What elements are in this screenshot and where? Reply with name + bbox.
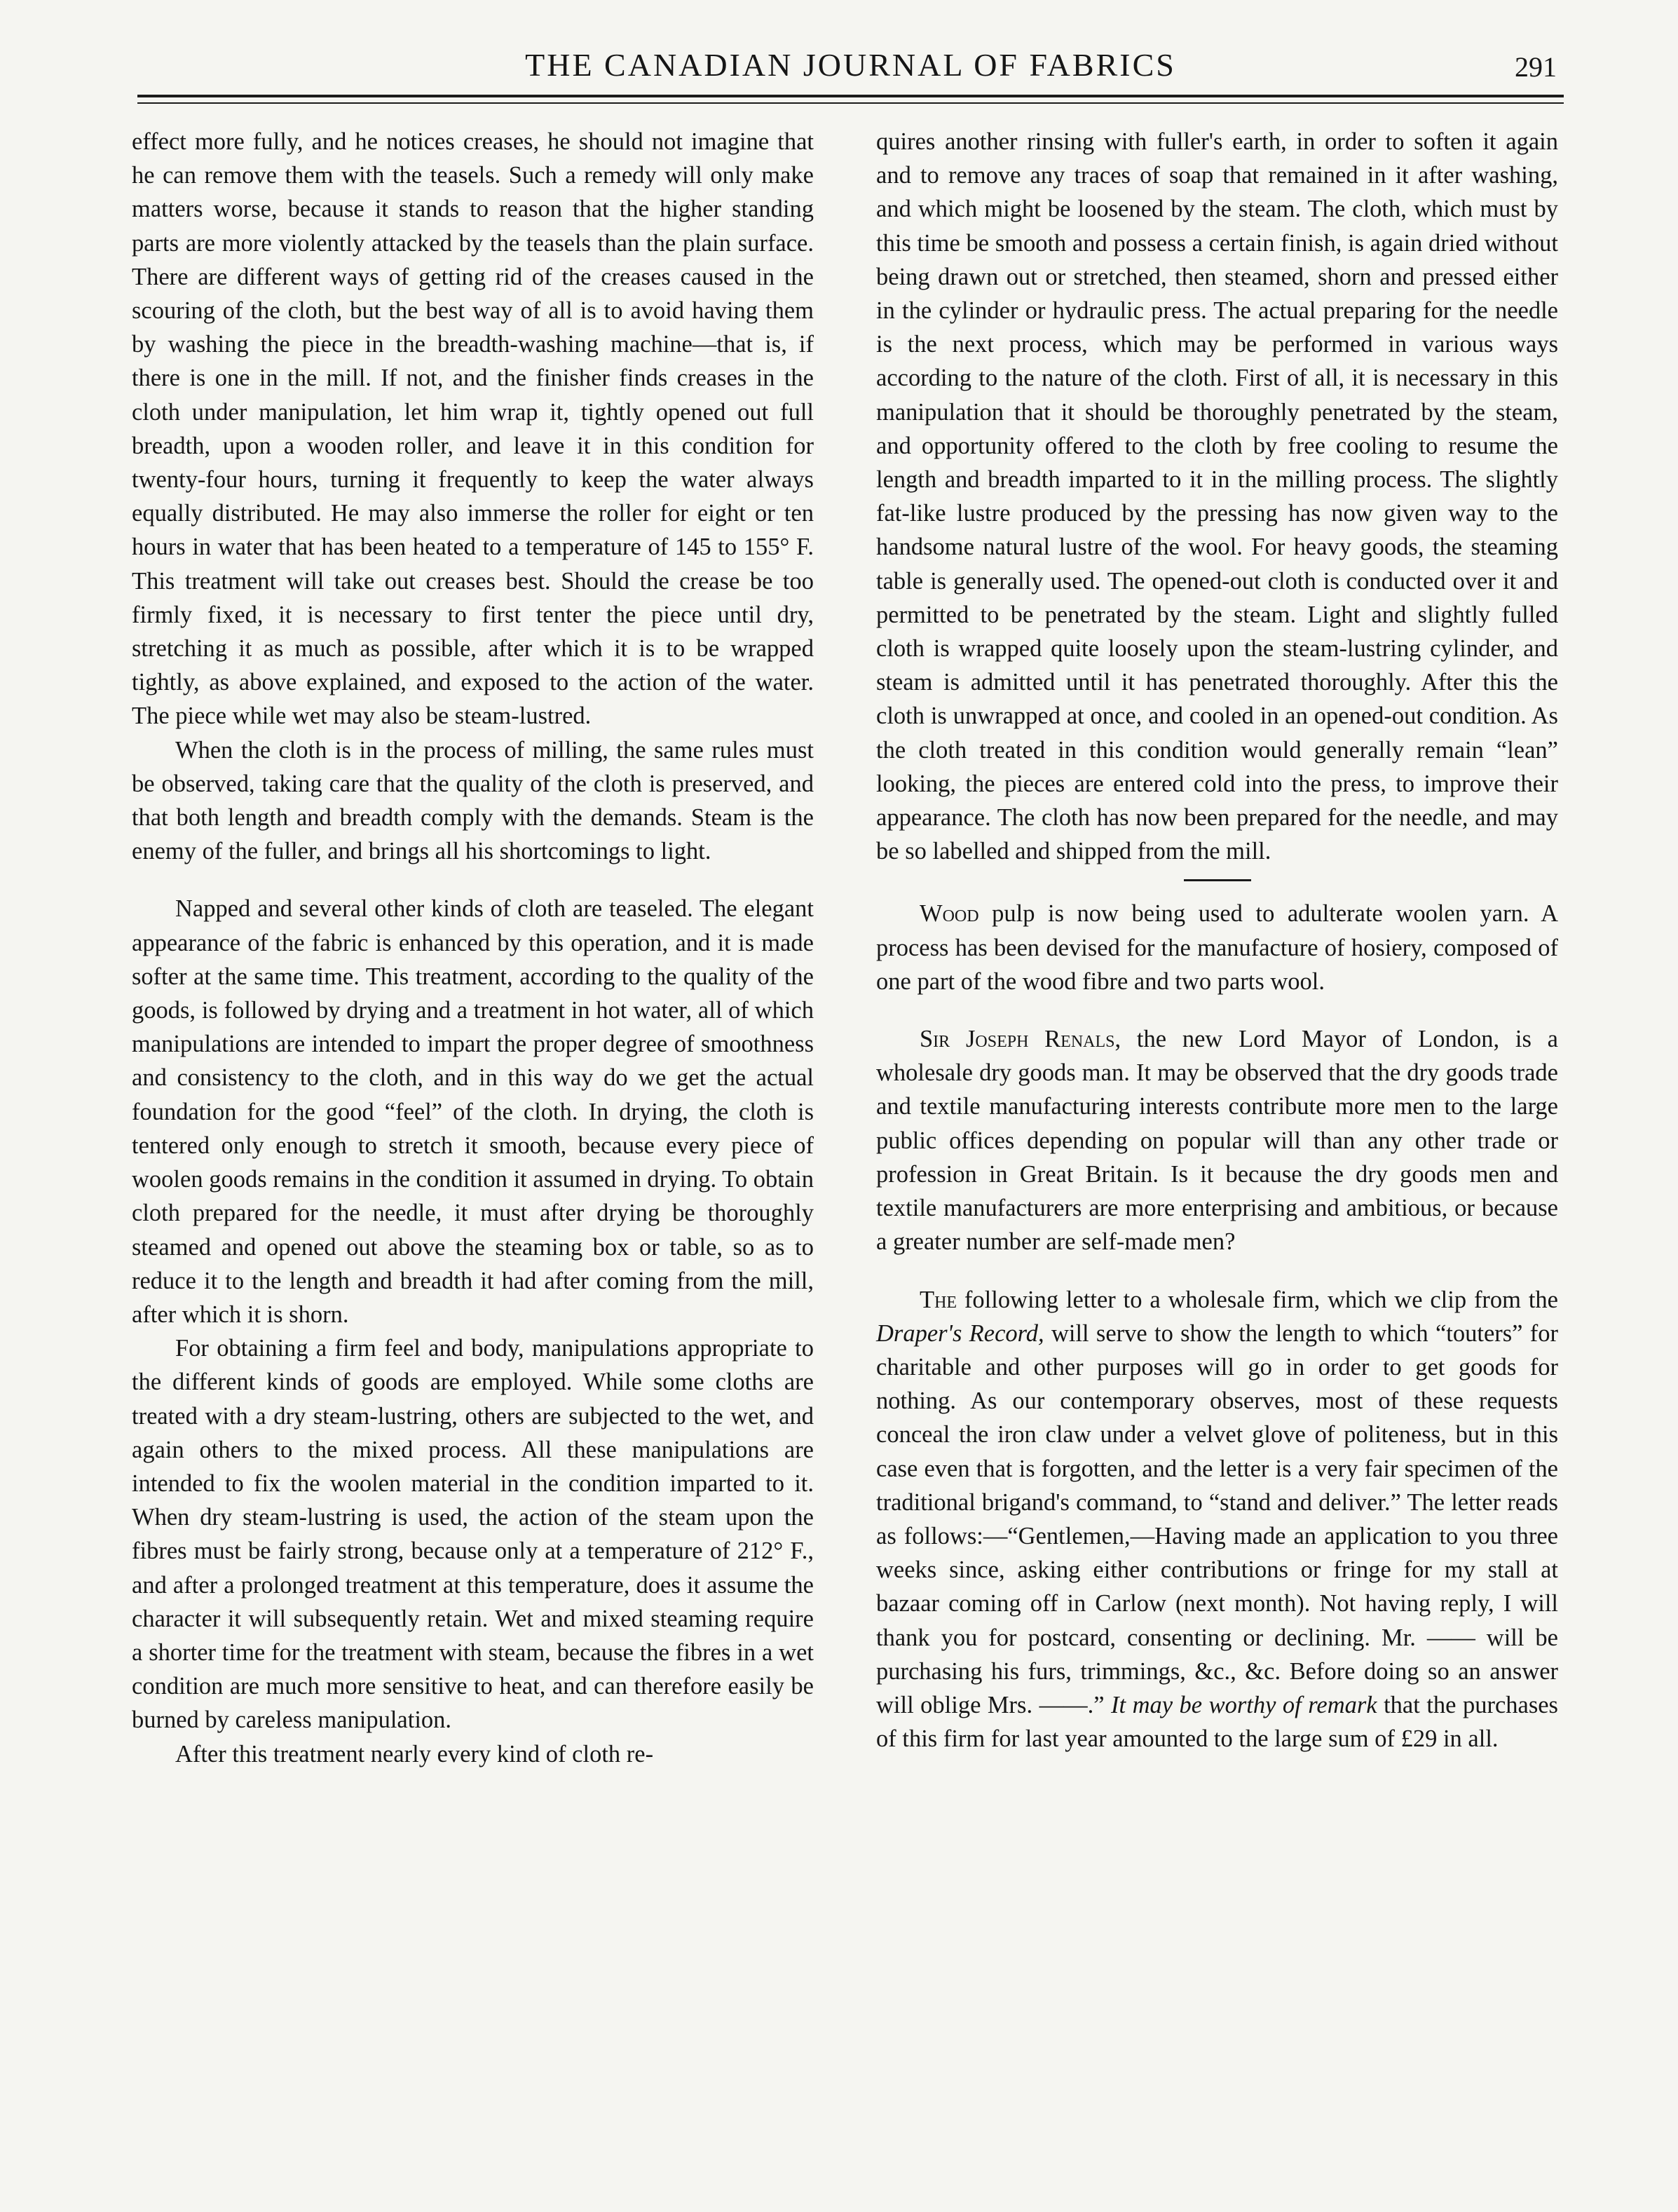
section-divider [1184,879,1251,881]
lead-word: Wood [920,900,979,928]
paragraph-firm-feel: For obtaining a firm feel and body, manipulations appropriate to the different kinds of goods are employed. While some cloths are treated with a dry steam-lustring, others are subjected to the wet, and again others to the mixed process. All these manipulations are intended to fix the woolen material in the condition imparted to it. When dry steam-lustring is used, the action of the steam upon the fibres must be fairly strong, because only at a temperature of 212° F., and after a prolonged treatment at this temperature, does it assume the character it will subsequently retain. Wet and mixed steaming require a shorter time for the treatment with steam, because the fibres in a wet condition are much more sensitive to heat, and can therefore easily be burned by careless manipulation. [132,1335,814,1734]
right-column [876,125,1558,1756]
lead-word: The [920,1286,957,1313]
header-rule-thin [137,102,1564,104]
page-header [137,42,1564,91]
paragraph-creases: effect more fully, and he notices creases, he should not imagine that he can remove them with the teasels. Such a remedy will only make matters worse, because it stands to reason that the higher standing parts are more violently attacked by the teasels than the plain surface. There are different ways of getting rid of the creases caused in the scouring of the cloth, but the best way of all is to avoid having them by washing the piece in the breadth-washing machine—that is, if there is one in the mill. If not, and the finisher finds creases in the cloth under manipulation, let him wrap it, tightly opened out full breadth, upon a wooden roller, and leave it in this condition for twenty-four hours, turning it frequently to keep the water always equally distributed. He may also immerse the roller for eight or ten hours in water that has been heated to a temperature of 145 to 155° F. This treatment will take out creases best. Should the crease be too firmly fixed, it is necessary to first tenter the piece until dry, stretching it as much as possible, after which it is to be wrapped tightly, as above explained, and exposed to the action of the water. The piece while wet may also be steam-lustred. [132,128,814,730]
italic-phrase: It may be worthy of remark [1111,1691,1377,1718]
paragraph-text: pulp is now being used to adulterate woolen yarn. A process has been devised for the manufacture of hosiery, composed of one part of the wood fibre and two parts wool. [876,900,1558,995]
paragraph-rinsing: quires another rinsing with fuller's earth, in order to soften it again and to remove any traces of soap that remained in it after washing, and which might be loosened by the steam. The cloth, which must by this time be smooth and possess a certain finish, is again dried without being drawn out or stretched, then steamed, shorn and pressed either in the cylinder or hydraulic press. The actual preparing for the needle is the next process, which may be performed in various ways according to the nature of the cloth. First of all, it is necessary in this manipulation that it should be thoroughly penetrated by the steam, and opportunity offered to the cloth by free cooling to resume the length and breadth imparted to it in the milling process. The slightly fat-like lustre produced by the pressing has now given way to the handsome natural lustre of the wool. For heavy goods, the steaming table is generally used. The opened-out cloth is conducted over it and permitted to be penetrated by the steam. Light and slightly fulled cloth is wrapped quite loosely upon the steam-lustring cylinder, and steam is admitted until it has penetrated thoroughly. After this the cloth is unwrapped at once, and cooled in an opened-out condition. As the cloth treated in this condition would generally remain “lean” looking, the pieces are entered cold into the press, to improve their appearance. The cloth has now been prepared for the needle, and may be so labelled and shipped from the mill. [876,128,1558,865]
header-rule-thick [137,95,1564,97]
paragraph-text: will serve to show the length to which “touters” for charitable and other purposes will go in order to get goods for nothing. As our contemporary observes, most of these requests conceal the iron claw under a velvet glove of politeness, but in this case even that is forgotten, and the letter is a very fair specimen of the traditional brigand's command, to “stand and deliver.” The letter reads as follows:—“Gentlemen,—Having made an application to you three weeks since, asking either contributions or fringe for my stall at bazaar coming off in Carlow (next month). Not having reply, I will thank you for postcard, consenting or declining. Mr. —— will be purchasing his furs, trimmings, &c., &c. Before doing so an answer will oblige Mrs. ——.” [876,1319,1558,1718]
lead-word: Sir Joseph Renals, [920,1026,1121,1053]
publication-title: Draper's Record, [876,1319,1044,1347]
page-number: 291 [1515,51,1557,83]
paragraph-milling: When the cloth is in the process of milling, the same rules must be observed, taking care that the quality of the cloth is preserved, and that both length and breadth comply with the demands. Steam is the enemy of the fuller, and brings all his shortcomings to light. [132,736,814,865]
paragraph-text: that the purchases of this firm for last year amounted to the large sum of £29 in all. [876,1691,1558,1753]
paragraph-letter [876,1283,1558,1756]
paragraph-teaseling: Napped and several other kinds of cloth are teaseled. The elegant appearance of the fabric is enhanced by this operation, and it is made softer at the same time. This treatment, according to the quality of the goods, is followed by drying and a treatment in hot water, all of which manipulations are intended to impart the proper degree of smoothness and consistency to the cloth, and in this way do we get the actual foundation for the good “feel” of the cloth. In drying, the cloth is tentered only enough to stretch it smooth, because every piece of woolen goods remains in the condition it assumed in drying. To obtain cloth prepared for the needle, it must after drying be thoroughly steamed and opened out above the steaming box or table, so as to reduce it to the length and breadth it had after coming from the mill, after which it is shorn. [132,895,814,1328]
paragraph-text: the new Lord Mayor of London, is a wholesale dry goods man. It may be observed that the dry goods trade and textile manufacturing interests contribute more men to the large public offices depending on popular will than any other trade or profession in Great Britain. Is it because the dry goods men and textile manufacturers are more enterprising and ambitious, or because a greater number are self-made men? [876,1026,1558,1256]
left-column [132,125,814,1771]
paragraph-wood-pulp [876,897,1558,998]
journal-title: THE CANADIAN JOURNAL OF FABRICS [525,47,1176,83]
paragraph-text: following letter to a wholesale firm, which we clip from the [957,1286,1558,1313]
paragraph-lord-mayor [876,1022,1558,1258]
paragraph-after-treatment: After this treatment nearly every kind of cloth re- [175,1740,654,1767]
